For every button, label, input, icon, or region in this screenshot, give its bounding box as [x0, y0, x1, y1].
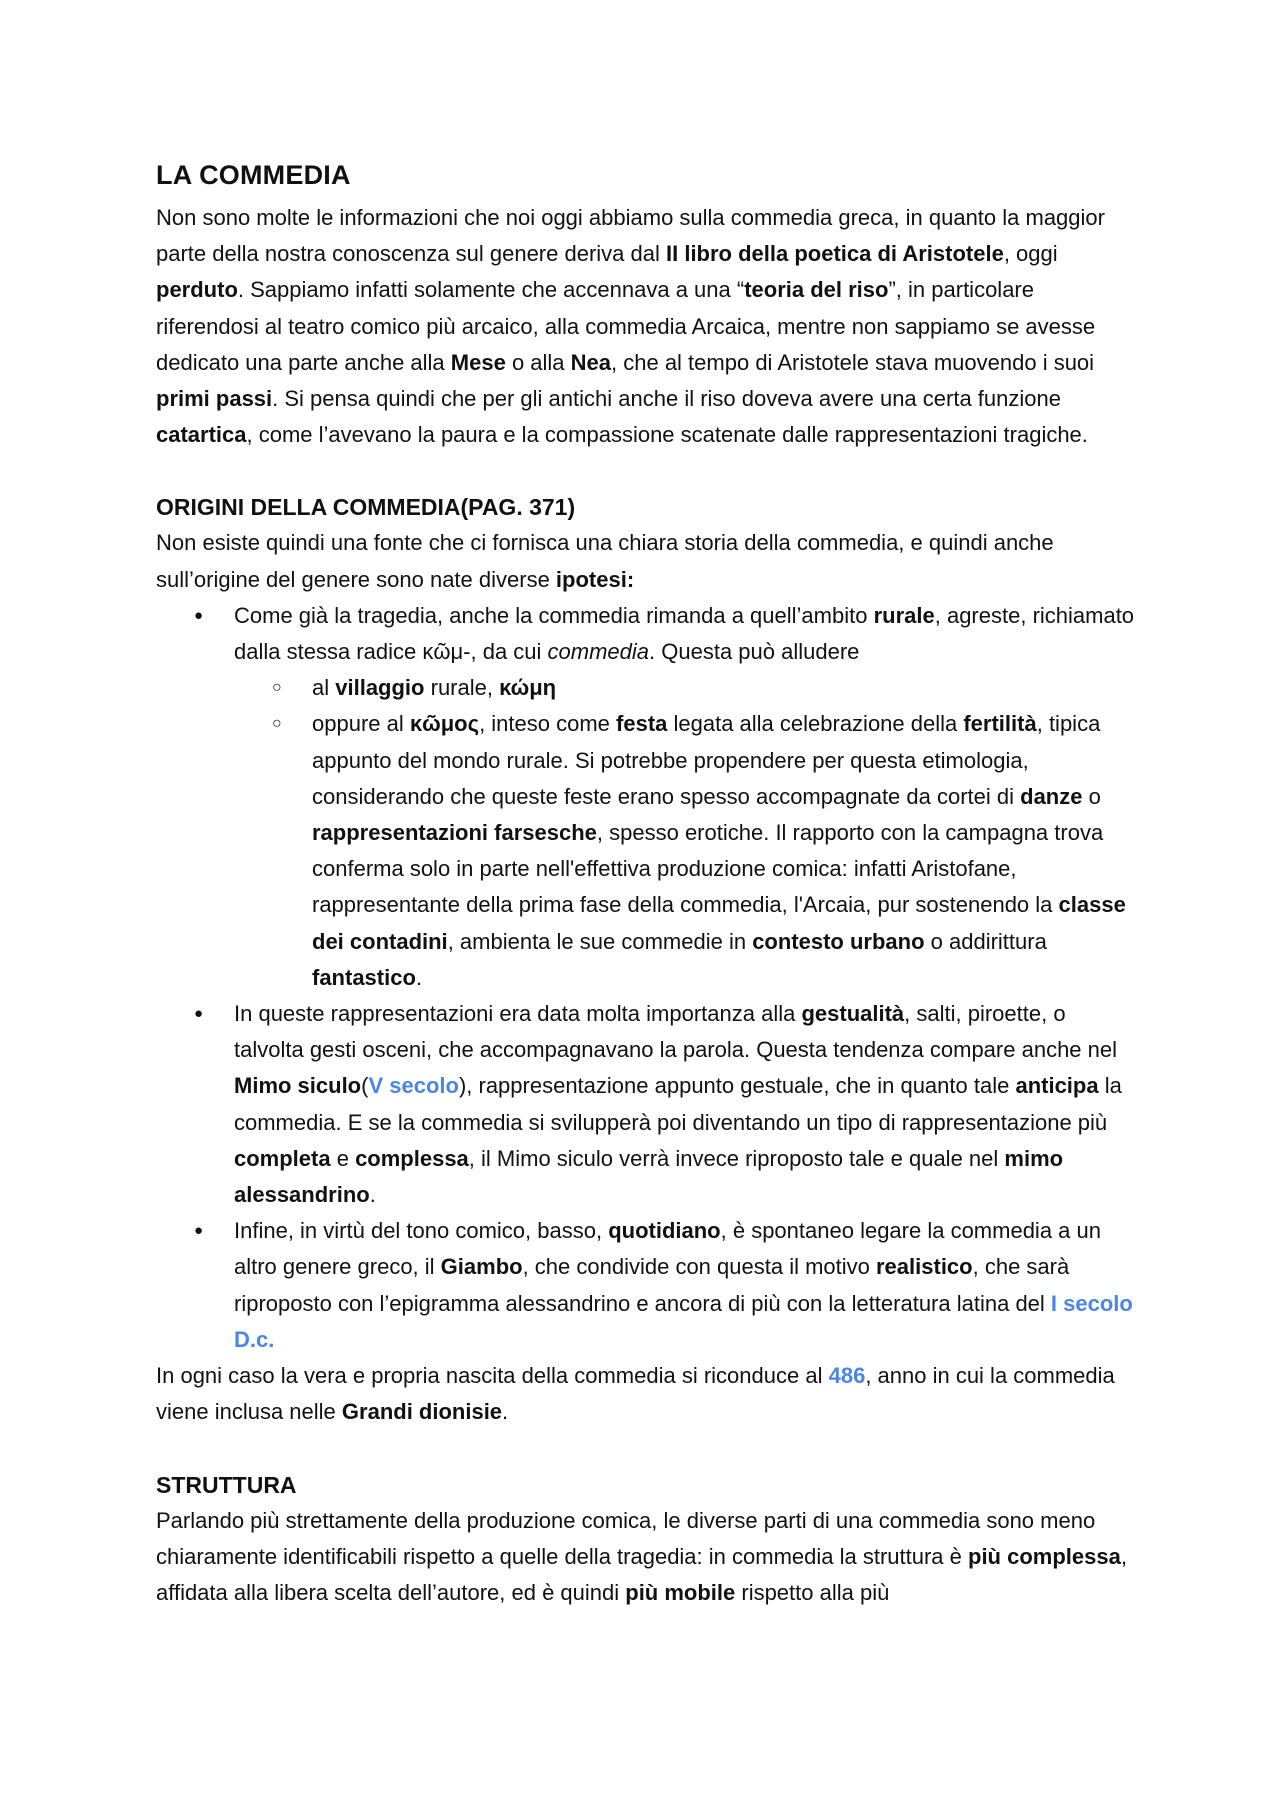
struttura-paragraph: Parlando più strettamente della produzione comica, le diverse parti di una commedia sono meno chiaramente identificabili rispetto a quelle della tragedia: in commedia la struttura è più complessa, affidata alla libera scelta dell’autore, ed è quindi più mobile rispetto alla più	[156, 1507, 1127, 1605]
spacer	[156, 453, 1141, 489]
sub-list-item: ○ oppure al κῶμος, inteso come festa legata alla celebrazione della fertilità, tipica appunto del mondo rurale. Si potrebbe propendere per questa etimologia, considerando che queste feste erano spesso accompagnate da cortei di danze o rappresentazioni farsesche, spesso erotiche. Il rapporto con la campagna trova conferma solo in parte nell'effettiva produzione comica: infatti Aristofane, rappresentante della prima fase della commedia, l'Arcaia, pur sostenendo la classe dei contadini, ambienta le sue commedie in contesto urbano o addirittura fantastico.	[312, 706, 1141, 996]
sub-list	[234, 670, 1141, 996]
spacer	[156, 1431, 1141, 1467]
date-highlight: I secolo D.c.	[234, 1290, 1133, 1352]
document-page	[156, 150, 1141, 1611]
date-highlight: V secolo	[368, 1073, 459, 1099]
intro-paragraph: Non sono molte le informazioni che noi oggi abbiamo sulla commedia greca, in quanto la maggior parte della nostra conoscenza sul genere deriva dal II libro della poetica di Aristotele, oggi perduto. Sappiamo infatti solamente che accennava a una “teoria del riso”, in particolare riferendosi al teatro comico più arcaico, alla commedia Arcaica, mentre non sappiamo se avesse dedicato una parte anche alla Mese o alla Nea, che al tempo di Aristotele stava muovendo i suoi primi passi. Si pensa quindi che per gli antichi anche il riso doveva avere una certa funzione catartica, come l’avevano la paura e la compassione scatenate dalle rappresentazioni tragiche.	[156, 205, 1105, 448]
date-highlight: 486	[828, 1363, 866, 1389]
origini-bullet-list	[156, 598, 1141, 1358]
origini-closing-paragraph: In ogni caso la vera e propria nascita della commedia si riconduce al 486, anno in cui la commedia viene inclusa nelle Grandi dionisie.	[156, 1363, 1115, 1425]
section-heading-origini: ORIGINI DELLA COMMEDIA(PAG. 371)	[156, 494, 576, 521]
section-heading-struttura: STRUTTURA	[156, 1471, 297, 1498]
page-title: LA COMMEDIA	[156, 160, 351, 190]
origini-intro-paragraph: Non esiste quindi una fonte che ci fornisca una chiara storia della commedia, e quindi anche sull’origine del genere sono nate diverse ipotesi:	[156, 530, 1054, 592]
sub-list-item: ○ al villaggio rurale, κώμη	[312, 670, 1141, 706]
list-item: ● Come già la tragedia, anche la commedia rimanda a quell’ambito rurale, agreste, richiamato dalla stessa radice κῶμ-, da cui commedia. Questa può alludere ○ al villaggio rurale, κώμη ○ oppure al κῶμος, inteso come festa legata alla celebrazione della fertilità, tipica appunto del mondo rurale. Si potrebbe propendere per questa etimologia, considerando che queste feste erano spesso accompagnate da cortei di danze o rappresentazioni farsesche, spesso erotiche. Il rapporto con la campagna trova conferma solo in parte nell'effettiva produzione comica: infatti Aristofane, rappresentante della prima fase della commedia, l'Arcaia, pur sostenendo la classe dei contadini, ambienta le sue commedie in contesto urbano o addirittura fantastico.	[234, 598, 1141, 996]
list-item: ● In queste rappresentazioni era data molta importanza alla gestualità, salti, piroette, o talvolta gesti osceni, che accompagnavano la parola. Questa tendenza compare anche nel Mimo siculo(V secolo), rappresentazione appunto gestuale, che in quanto tale anticipa la commedia. E se la commedia si svilupperà poi diventando un tipo di rappresentazione più completa e complessa, il Mimo siculo verrà invece riproposto tale e quale nel mimo alessandrino.	[234, 996, 1141, 1213]
list-item: ● Infine, in virtù del tono comico, basso, quotidiano, è spontaneo legare la commedia a un altro genere greco, il Giambo, che condivide con questa il motivo realistico, che sarà riproposto con l’epigramma alessandrino e ancora di più con la letteratura latina del I secolo D.c.	[234, 1213, 1141, 1358]
